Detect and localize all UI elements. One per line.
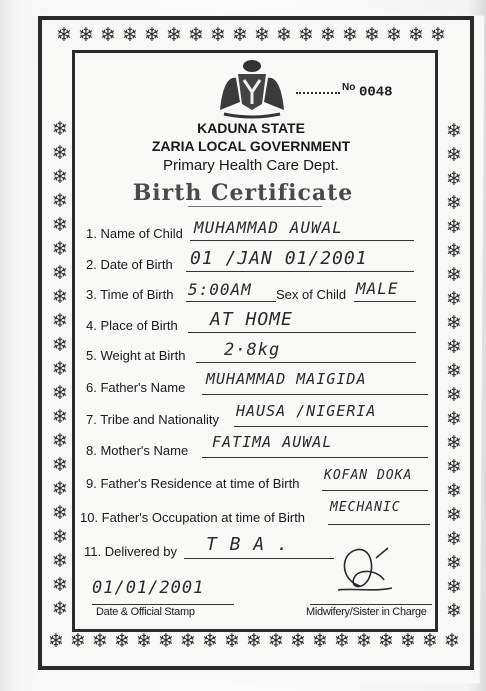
serial-number <box>342 82 393 100</box>
snowflake-icon: ❄ <box>52 574 68 596</box>
serial-prefix: No <box>342 82 356 93</box>
snowflake-icon: ❄ <box>166 24 182 46</box>
field-line-sex-of-child <box>354 301 416 302</box>
field-line-mothers-name <box>202 457 428 458</box>
snowflake-icon: ❄ <box>56 24 72 46</box>
snowflake-icon: ❄ <box>446 264 462 286</box>
field-label-tribe-and-nationality: 7. Tribe and Nationality <box>86 412 219 427</box>
field-line-place-of-birth <box>188 332 416 333</box>
field-value-weight-at-birth: 2·8kg <box>224 340 281 360</box>
state-title: KADUNA STATE <box>197 120 305 136</box>
midwife-label: Midwifery/Sister in Charge <box>306 606 427 618</box>
snowflake-icon: ❄ <box>446 480 462 502</box>
snowflake-icon: ❄ <box>210 24 226 46</box>
field-value-date-of-birth: 01 /JAN 01/2001 <box>190 248 368 269</box>
snowflake-icon: ❄ <box>92 630 108 652</box>
snowflake-icon: ❄ <box>52 214 68 236</box>
midwife-signature-line <box>310 604 432 605</box>
snowflake-icon: ❄ <box>52 454 68 476</box>
serial-dotted-line <box>296 92 340 94</box>
field-value-time-of-birth: 5:00AM <box>188 280 252 299</box>
snowflake-icon: ❄ <box>320 24 336 46</box>
field-label-fathers-name: 6. Father's Name <box>86 380 186 395</box>
snowflake-icon: ❄ <box>100 24 116 46</box>
snowflake-icon: ❄ <box>446 600 462 622</box>
field-label-time-of-birth: 3. Time of Birth <box>86 287 174 302</box>
field-value-fathers-name: MUHAMMAD MAIGIDA <box>206 370 367 388</box>
snowflake-icon: ❄ <box>446 408 462 430</box>
snowflake-icon: ❄ <box>188 24 204 46</box>
snowflake-icon: ❄ <box>446 432 462 454</box>
snowflake-icon: ❄ <box>290 630 306 652</box>
snowflake-icon: ❄ <box>446 384 462 406</box>
field-line-fathers-residence <box>322 490 428 491</box>
snowflake-icon: ❄ <box>52 262 68 284</box>
midwife-signature <box>330 540 400 596</box>
field-line-weight-at-birth <box>196 362 416 363</box>
field-label-delivered-by: 11. Delivered by <box>84 544 177 559</box>
snowflake-icon: ❄ <box>446 360 462 382</box>
snowflake-icon: ❄ <box>202 630 218 652</box>
snowflake-icon: ❄ <box>122 24 138 46</box>
field-line-name-of-child <box>190 240 414 241</box>
snowflake-icon: ❄ <box>52 190 68 212</box>
snowflake-icon: ❄ <box>246 630 262 652</box>
field-line-fathers-name <box>202 394 428 395</box>
field-value-fathers-occupation: MECHANIC <box>330 500 401 515</box>
field-label-weight-at-birth: 5. Weight at Birth <box>86 348 186 363</box>
field-label-place-of-birth: 4. Place of Birth <box>86 318 178 333</box>
field-label-date-of-birth: 2. Date of Birth <box>86 257 173 272</box>
snowflake-icon: ❄ <box>408 24 424 46</box>
snowflake-icon: ❄ <box>52 358 68 380</box>
snowflake-icon: ❄ <box>254 24 270 46</box>
snowflake-icon: ❄ <box>446 144 462 166</box>
snowflake-icon: ❄ <box>446 192 462 214</box>
snowflake-icon: ❄ <box>312 630 328 652</box>
snowflake-icon: ❄ <box>52 286 68 308</box>
field-value-place-of-birth: AT HOME <box>210 309 293 330</box>
snowflake-icon: ❄ <box>400 630 416 652</box>
field-line-fathers-occupation <box>328 524 430 525</box>
snowflake-icon: ❄ <box>52 550 68 572</box>
title-underline <box>188 206 322 207</box>
snowflake-icon: ❄ <box>446 312 462 334</box>
field-label-fathers-residence: 9. Father's Residence at time of Birth <box>86 476 300 491</box>
snowflake-icon: ❄ <box>52 430 68 452</box>
snowflake-icon: ❄ <box>342 24 358 46</box>
snowflake-icon: ❄ <box>298 24 314 46</box>
snowflake-icon: ❄ <box>446 288 462 310</box>
coat-of-arms-icon <box>212 58 292 120</box>
field-value-name-of-child: MUHAMMAD AUWAL <box>194 218 343 237</box>
snowflake-icon: ❄ <box>180 630 196 652</box>
snowflake-icon: ❄ <box>444 630 460 652</box>
snowflake-icon: ❄ <box>446 552 462 574</box>
snowflake-icon: ❄ <box>52 598 68 620</box>
field-value-sex-of-child: MALE <box>356 279 399 298</box>
snowflake-icon: ❄ <box>446 576 462 598</box>
snowflake-icon: ❄ <box>446 240 462 262</box>
field-label-sex-of-child: Sex of Child <box>276 287 347 302</box>
snowflake-icon: ❄ <box>52 502 68 524</box>
snowflake-icon: ❄ <box>386 24 402 46</box>
snowflake-icon: ❄ <box>158 630 174 652</box>
field-label-mothers-name: 8. Mother's Name <box>86 443 189 458</box>
field-line-date-of-birth <box>186 271 414 272</box>
certificate-title: Birth Certificate <box>132 180 354 206</box>
snowflake-icon: ❄ <box>446 504 462 526</box>
snowflake-icon: ❄ <box>52 478 68 500</box>
snowflake-icon: ❄ <box>52 166 68 188</box>
snowflake-icon: ❄ <box>378 630 394 652</box>
local-government-title: ZARIA LOCAL GOVERNMENT <box>151 138 351 154</box>
snowflake-icon: ❄ <box>52 382 68 404</box>
snowflake-icon: ❄ <box>52 334 68 356</box>
snowflake-icon: ❄ <box>356 630 372 652</box>
snowflake-icon: ❄ <box>144 24 160 46</box>
snowflake-icon: ❄ <box>232 24 248 46</box>
snowflake-icon: ❄ <box>422 630 438 652</box>
snowflake-icon: ❄ <box>446 456 462 478</box>
snowflake-icon: ❄ <box>446 336 462 358</box>
field-value-tribe-and-nationality: HAUSA /NIGERIA <box>236 402 377 420</box>
date-stamp-value: 01/01/2001 <box>92 578 205 598</box>
field-line-tribe-and-nationality <box>234 426 428 427</box>
snowflake-icon: ❄ <box>70 630 86 652</box>
snowflake-icon: ❄ <box>430 24 446 46</box>
field-label-fathers-occupation: 10. Father's Occupation at time of Birth <box>80 510 306 525</box>
snowflake-icon: ❄ <box>334 630 350 652</box>
snowflake-icon: ❄ <box>48 630 64 652</box>
snowflake-icon: ❄ <box>446 528 462 550</box>
field-line-delivered-by <box>184 558 334 559</box>
snowflake-icon: ❄ <box>52 526 68 548</box>
snowflake-icon: ❄ <box>446 120 462 142</box>
snowflake-icon: ❄ <box>224 630 240 652</box>
snowflake-icon: ❄ <box>136 630 152 652</box>
snowflake-icon: ❄ <box>52 406 68 428</box>
field-value-mothers-name: FATIMA AUWAL <box>212 433 333 451</box>
snowflake-icon: ❄ <box>446 216 462 238</box>
snowflake-icon: ❄ <box>78 24 94 46</box>
date-stamp-label: Date & Official Stamp <box>96 606 195 618</box>
snowflake-icon: ❄ <box>52 310 68 332</box>
snowflake-icon: ❄ <box>52 238 68 260</box>
snowflake-icon: ❄ <box>114 630 130 652</box>
field-label-name-of-child: 1. Name of Child <box>86 226 183 241</box>
field-value-delivered-by: T B A . <box>206 534 289 555</box>
snowflake-icon: ❄ <box>446 168 462 190</box>
department-title: Primary Health Care Dept. <box>163 157 339 174</box>
snowflake-icon: ❄ <box>52 142 68 164</box>
field-line-time-of-birth <box>186 301 276 302</box>
snowflake-icon: ❄ <box>268 630 284 652</box>
snowflake-icon: ❄ <box>276 24 292 46</box>
date-stamp-line <box>92 604 234 605</box>
snowflake-icon: ❄ <box>52 118 68 140</box>
serial-value: 0048 <box>358 84 393 101</box>
snowflake-icon: ❄ <box>364 24 380 46</box>
field-value-fathers-residence: KOFAN DOKA <box>324 468 413 483</box>
